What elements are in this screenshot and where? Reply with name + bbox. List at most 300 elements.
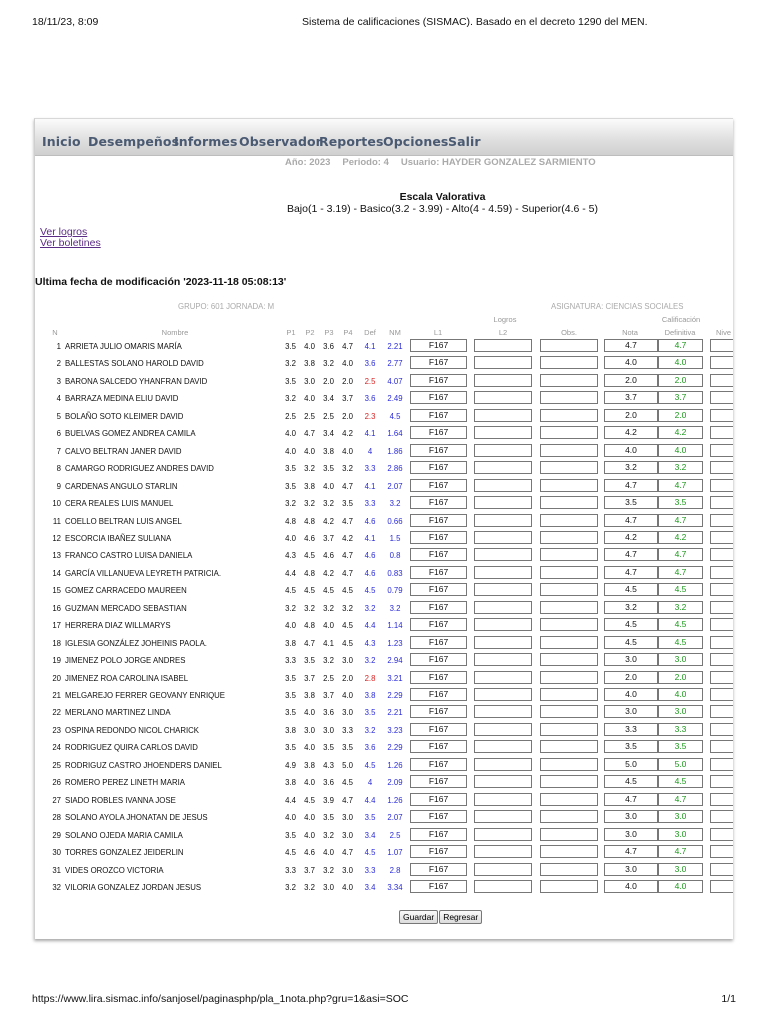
form-buttons xyxy=(399,907,483,925)
menu-item-opciones[interactable]: Opciones xyxy=(383,134,449,149)
period-3-grade: 3.2 xyxy=(323,359,334,369)
period-2-grade: 3.8 xyxy=(304,691,315,700)
period-1-grade: 3.8 xyxy=(285,778,296,788)
header-l2: L2 xyxy=(498,328,508,337)
l2-input[interactable] xyxy=(474,496,532,509)
obs-input[interactable] xyxy=(540,531,598,544)
nivel-input[interactable] xyxy=(710,566,733,579)
def-grade: 3.8 xyxy=(364,691,376,700)
period-2-grade: 4.0 xyxy=(304,778,315,788)
subject-info: ASIGNATURA: CIENCIAS SOCIALES xyxy=(551,302,684,311)
period-3-grade: 3.2 xyxy=(323,603,334,613)
nivel-input[interactable] xyxy=(710,426,733,439)
period-2-grade: 3.2 xyxy=(304,499,315,509)
nota-input[interactable]: 3.0 xyxy=(604,863,658,876)
nota-input[interactable]: 4.7 xyxy=(604,793,658,806)
nm-value: 1.14 xyxy=(387,621,403,631)
nivel-input[interactable] xyxy=(710,618,733,631)
final-grade-field: 4.7 xyxy=(658,479,703,492)
nm-value: 0.79 xyxy=(387,586,403,596)
final-grade-field: 2.0 xyxy=(658,374,703,387)
nota-input[interactable]: 4.7 xyxy=(604,514,658,527)
def-grade: 4.6 xyxy=(364,568,376,578)
student-name: ROMERO PEREZ LINETH MARIA xyxy=(65,778,185,788)
ver-boletines-link[interactable]: Ver boletines xyxy=(40,237,101,249)
nivel-input[interactable] xyxy=(710,653,733,666)
obs-input[interactable] xyxy=(540,548,598,561)
period-1-grade: 3.2 xyxy=(285,499,296,509)
student-name: RODRIGUEZ QUIRA CARLOS DAVID xyxy=(65,743,198,753)
l2-input[interactable] xyxy=(474,426,532,439)
nivel-input[interactable] xyxy=(710,688,733,701)
row-number: 19 xyxy=(52,656,61,666)
l1-input[interactable]: F167 xyxy=(410,758,467,771)
nota-input[interactable]: 3.2 xyxy=(604,601,658,614)
table-row xyxy=(35,704,733,721)
period-3-grade: 4.5 xyxy=(323,586,334,596)
nota-input[interactable]: 2.0 xyxy=(604,374,658,387)
l2-input[interactable] xyxy=(474,671,532,684)
nivel-input[interactable] xyxy=(710,461,733,474)
l2-input[interactable] xyxy=(474,775,532,788)
period-4-grade: 4.2 xyxy=(342,533,353,543)
nm-value: 1.26 xyxy=(387,795,403,805)
obs-input[interactable] xyxy=(540,409,598,422)
header-p1: P1 xyxy=(286,328,296,337)
period-1-grade: 4.8 xyxy=(285,516,296,526)
nivel-input[interactable] xyxy=(710,409,733,422)
period-4-grade: 4.5 xyxy=(342,621,353,631)
l1-input[interactable]: F167 xyxy=(410,356,467,369)
l2-input[interactable] xyxy=(474,845,532,858)
nota-input[interactable]: 2.0 xyxy=(604,671,658,684)
nm-value: 3.34 xyxy=(387,882,403,892)
student-name: SOLANO OJEDA MARIA CAMILA xyxy=(65,830,183,840)
nivel-input[interactable] xyxy=(710,479,733,492)
def-grade: 4.5 xyxy=(364,848,376,858)
period-4-grade: 5.0 xyxy=(342,760,353,770)
l1-input[interactable]: F167 xyxy=(410,880,467,893)
obs-input[interactable] xyxy=(540,601,598,614)
student-name: GARCÍA VILLANUEVA LEYRETH PATRICIA. xyxy=(65,568,221,578)
def-grade: 4 xyxy=(367,778,373,788)
l1-input[interactable]: F167 xyxy=(410,601,467,614)
obs-input[interactable] xyxy=(540,496,598,509)
l1-input[interactable]: F167 xyxy=(410,461,467,474)
l2-input[interactable] xyxy=(474,374,532,387)
nota-input[interactable]: 4.5 xyxy=(604,618,658,631)
period-1-grade: 3.5 xyxy=(285,691,296,700)
l1-input[interactable]: F167 xyxy=(410,705,467,718)
table-row xyxy=(35,565,733,582)
nota-input[interactable]: 4.0 xyxy=(604,880,658,893)
l2-input[interactable] xyxy=(474,548,532,561)
l1-input[interactable]: F167 xyxy=(410,793,467,806)
nivel-input[interactable] xyxy=(710,444,733,457)
period-2-grade: 4.0 xyxy=(304,394,315,404)
period-4-grade: 4.0 xyxy=(342,446,353,456)
period-2-grade: 4.0 xyxy=(304,446,315,456)
nota-input[interactable]: 4.5 xyxy=(604,775,658,788)
period-2-grade: 4.5 xyxy=(304,795,315,805)
l1-input[interactable]: F167 xyxy=(410,723,467,736)
l2-input[interactable] xyxy=(474,793,532,806)
final-grade-field: 3.2 xyxy=(658,601,703,614)
save-button[interactable]: Guardar xyxy=(399,910,438,924)
table-row xyxy=(35,617,733,634)
nivel-input[interactable] xyxy=(710,828,733,841)
l2-input[interactable] xyxy=(474,391,532,404)
def-grade: 4.4 xyxy=(364,795,376,805)
nm-value: 1.5 xyxy=(389,533,401,543)
l1-input[interactable]: F167 xyxy=(410,479,467,492)
obs-input[interactable] xyxy=(540,479,598,492)
row-number: 14 xyxy=(52,568,61,578)
l2-input[interactable] xyxy=(474,461,532,474)
nota-input[interactable]: 4.7 xyxy=(604,339,658,352)
menu-item-informes[interactable]: Informes xyxy=(174,134,238,149)
period-1-grade: 3.5 xyxy=(285,481,296,491)
l1-input[interactable]: F167 xyxy=(410,740,467,753)
obs-input[interactable] xyxy=(540,688,598,701)
nota-input[interactable]: 4.2 xyxy=(604,531,658,544)
period-2-grade: 4.7 xyxy=(304,429,315,439)
scale-title: Escala Valorativa xyxy=(399,191,486,203)
back-button[interactable]: Regresar xyxy=(439,910,482,924)
nm-value: 0.8 xyxy=(389,551,401,561)
table-row xyxy=(35,827,733,844)
row-number: 11 xyxy=(52,516,61,526)
period-2-grade: 2.5 xyxy=(304,411,315,421)
table-row xyxy=(35,862,733,879)
obs-input[interactable] xyxy=(540,705,598,718)
last-modified: Ultima fecha de modificación '2023-11-18 05:08:13' xyxy=(35,276,287,288)
l1-input[interactable]: F167 xyxy=(410,863,467,876)
l1-input[interactable]: F167 xyxy=(410,828,467,841)
header-calificacion: Calificación xyxy=(661,315,701,324)
period-4-grade: 4.5 xyxy=(342,778,353,788)
table-row xyxy=(35,408,733,425)
table-row xyxy=(35,513,733,530)
nota-input[interactable]: 4.0 xyxy=(604,444,658,457)
obs-input[interactable] xyxy=(540,828,598,841)
period-1-grade: 3.2 xyxy=(285,394,296,404)
period-4-grade: 3.5 xyxy=(342,499,353,509)
l2-input[interactable] xyxy=(474,723,532,736)
l2-input[interactable] xyxy=(474,339,532,352)
nm-value: 0.83 xyxy=(387,568,403,578)
nivel-input[interactable] xyxy=(710,845,733,858)
def-grade: 3.2 xyxy=(364,656,376,666)
nivel-input[interactable] xyxy=(710,339,733,352)
nota-input[interactable]: 3.5 xyxy=(604,740,658,753)
nota-input[interactable]: 4.5 xyxy=(604,636,658,649)
nota-input[interactable]: 4.7 xyxy=(604,845,658,858)
menu-item-reportes[interactable]: Reportes xyxy=(319,134,384,149)
nota-input[interactable]: 4.7 xyxy=(604,566,658,579)
nivel-input[interactable] xyxy=(710,671,733,684)
l2-input[interactable] xyxy=(474,514,532,527)
period-2-grade: 3.5 xyxy=(304,656,315,666)
def-grade: 4.5 xyxy=(364,586,376,596)
period-4-grade: 3.5 xyxy=(342,743,353,753)
nivel-input[interactable] xyxy=(710,356,733,369)
l1-input[interactable]: F167 xyxy=(410,671,467,684)
l1-input[interactable]: F167 xyxy=(410,374,467,387)
menu-item-observador[interactable]: Observador xyxy=(239,134,322,149)
student-name: MERLANO MARTINEZ LINDA xyxy=(65,708,171,718)
obs-input[interactable] xyxy=(540,845,598,858)
l2-input[interactable] xyxy=(474,705,532,718)
table-row xyxy=(35,792,733,809)
l2-input[interactable] xyxy=(474,688,532,701)
nivel-input[interactable] xyxy=(710,880,733,893)
row-number: 21 xyxy=(52,691,61,700)
l2-input[interactable] xyxy=(474,880,532,893)
nota-input[interactable]: 4.7 xyxy=(604,548,658,561)
nota-input[interactable]: 3.3 xyxy=(604,723,658,736)
l2-input[interactable] xyxy=(474,758,532,771)
period-1-grade: 4.0 xyxy=(285,621,296,631)
period-1-grade: 3.5 xyxy=(285,673,296,683)
l2-input[interactable] xyxy=(474,601,532,614)
nota-input[interactable]: 4.0 xyxy=(604,688,658,701)
period-2-grade: 4.0 xyxy=(304,813,315,823)
l1-input[interactable]: F167 xyxy=(410,548,467,561)
nota-input[interactable]: 3.0 xyxy=(604,653,658,666)
nota-input[interactable]: 5.0 xyxy=(604,758,658,771)
nota-input[interactable]: 3.2 xyxy=(604,461,658,474)
l1-input[interactable]: F167 xyxy=(410,583,467,596)
final-grade-field: 2.0 xyxy=(658,671,703,684)
nm-value: 1.64 xyxy=(387,429,403,439)
nivel-input[interactable] xyxy=(710,514,733,527)
nivel-input[interactable] xyxy=(710,740,733,753)
l2-input[interactable] xyxy=(474,444,532,457)
l2-input[interactable] xyxy=(474,740,532,753)
l1-input[interactable]: F167 xyxy=(410,444,467,457)
print-title: Sistema de calificaciones (SISMAC). Basado en el decreto 1290 del MEN. xyxy=(302,16,648,28)
obs-input[interactable] xyxy=(540,740,598,753)
menu-item-inicio[interactable]: Inicio xyxy=(42,134,81,149)
period-4-grade: 3.0 xyxy=(342,708,353,718)
period-4-grade: 4.7 xyxy=(342,516,353,526)
nm-value: 2.21 xyxy=(387,342,403,351)
nm-value: 1.07 xyxy=(387,848,403,858)
l1-input[interactable]: F167 xyxy=(410,531,467,544)
l1-input[interactable]: F167 xyxy=(410,409,467,422)
nota-input[interactable]: 2.0 xyxy=(604,409,658,422)
l1-input[interactable]: F167 xyxy=(410,426,467,439)
header-p4: P4 xyxy=(343,328,353,337)
l2-input[interactable] xyxy=(474,531,532,544)
nivel-input[interactable] xyxy=(710,810,733,823)
def-grade: 4.6 xyxy=(364,551,376,561)
nm-value: 2.49 xyxy=(387,394,403,404)
header-p3: P3 xyxy=(324,328,334,337)
period-1-grade: 3.2 xyxy=(285,603,296,613)
obs-input[interactable] xyxy=(540,339,598,352)
obs-input[interactable] xyxy=(540,880,598,893)
obs-input[interactable] xyxy=(540,514,598,527)
period-1-grade: 3.8 xyxy=(285,725,296,735)
table-row xyxy=(35,739,733,756)
obs-input[interactable] xyxy=(540,775,598,788)
period-2-grade: 4.0 xyxy=(304,708,315,718)
obs-input[interactable] xyxy=(540,863,598,876)
period-4-grade: 3.0 xyxy=(342,656,353,666)
period-4-grade: 3.3 xyxy=(342,725,353,735)
obs-input[interactable] xyxy=(540,391,598,404)
period-3-grade: 3.0 xyxy=(323,725,334,735)
nota-input[interactable]: 3.0 xyxy=(604,810,658,823)
nivel-input[interactable] xyxy=(710,374,733,387)
period-4-grade: 4.2 xyxy=(342,429,353,439)
period-3-grade: 4.0 xyxy=(323,848,334,858)
period-3-grade: 4.6 xyxy=(323,551,334,561)
obs-input[interactable] xyxy=(540,356,598,369)
table-row xyxy=(35,425,733,442)
l2-input[interactable] xyxy=(474,863,532,876)
nm-value: 4.5 xyxy=(389,411,401,421)
final-grade-field: 4.7 xyxy=(658,514,703,527)
l1-input[interactable]: F167 xyxy=(410,566,467,579)
obs-input[interactable] xyxy=(540,444,598,457)
l2-input[interactable] xyxy=(474,356,532,369)
final-grade-field: 2.0 xyxy=(658,409,703,422)
nota-input[interactable]: 4.7 xyxy=(604,479,658,492)
nivel-input[interactable] xyxy=(710,531,733,544)
def-grade: 3.3 xyxy=(364,499,376,509)
nivel-input[interactable] xyxy=(710,548,733,561)
nivel-input[interactable] xyxy=(710,636,733,649)
header-nota: Nota xyxy=(622,328,638,337)
obs-input[interactable] xyxy=(540,810,598,823)
period-1-grade: 4.5 xyxy=(285,586,296,596)
obs-input[interactable] xyxy=(540,758,598,771)
table-row xyxy=(35,373,733,390)
obs-input[interactable] xyxy=(540,583,598,596)
row-number: 32 xyxy=(52,882,61,892)
nivel-input[interactable] xyxy=(710,583,733,596)
table-row xyxy=(35,635,733,652)
nivel-input[interactable] xyxy=(710,758,733,771)
nota-input[interactable]: 3.0 xyxy=(604,705,658,718)
def-grade: 4.3 xyxy=(364,638,376,648)
l2-input[interactable] xyxy=(474,828,532,841)
l1-input[interactable]: F167 xyxy=(410,391,467,404)
period-2-grade: 4.8 xyxy=(304,568,315,578)
l2-input[interactable] xyxy=(474,566,532,579)
nota-input[interactable]: 3.5 xyxy=(604,496,658,509)
nivel-input[interactable] xyxy=(710,775,733,788)
l1-input[interactable]: F167 xyxy=(410,653,467,666)
l2-input[interactable] xyxy=(474,583,532,596)
student-name: BUELVAS GOMEZ ANDREA CAMILA xyxy=(65,429,196,439)
row-number: 15 xyxy=(52,586,61,596)
student-name: COELLO BELTRAN LUIS ANGEL xyxy=(65,516,182,526)
obs-input[interactable] xyxy=(540,618,598,631)
final-grade-field: 3.7 xyxy=(658,391,703,404)
obs-input[interactable] xyxy=(540,671,598,684)
l2-input[interactable] xyxy=(474,636,532,649)
table-row xyxy=(35,879,733,896)
l1-input[interactable]: F167 xyxy=(410,810,467,823)
nivel-input[interactable] xyxy=(710,793,733,806)
nivel-input[interactable] xyxy=(710,723,733,736)
period-3-grade: 3.2 xyxy=(323,499,334,509)
obs-input[interactable] xyxy=(540,566,598,579)
final-grade-field: 4.7 xyxy=(658,845,703,858)
menu-item-desempenos[interactable]: Desempeños xyxy=(88,134,180,149)
period-4-grade: 3.0 xyxy=(342,813,353,823)
obs-input[interactable] xyxy=(540,426,598,439)
nivel-input[interactable] xyxy=(710,601,733,614)
obs-input[interactable] xyxy=(540,461,598,474)
l2-input[interactable] xyxy=(474,409,532,422)
nivel-input[interactable] xyxy=(710,863,733,876)
l1-input[interactable]: F167 xyxy=(410,514,467,527)
nivel-input[interactable] xyxy=(710,496,733,509)
l1-input[interactable]: F167 xyxy=(410,688,467,701)
l1-input[interactable]: F167 xyxy=(410,339,467,352)
final-grade-field: 4.0 xyxy=(658,356,703,369)
nivel-input[interactable] xyxy=(710,391,733,404)
l2-input[interactable] xyxy=(474,653,532,666)
obs-input[interactable] xyxy=(540,793,598,806)
nm-value: 3.21 xyxy=(387,673,403,683)
obs-input[interactable] xyxy=(540,723,598,736)
student-name: BARRAZA MEDINA ELIU DAVID xyxy=(65,394,179,404)
obs-input[interactable] xyxy=(540,374,598,387)
nivel-input[interactable] xyxy=(710,705,733,718)
nm-value: 2.77 xyxy=(387,359,403,369)
period-3-grade: 3.5 xyxy=(323,464,334,474)
nm-value: 0.66 xyxy=(387,516,403,526)
l1-input[interactable]: F167 xyxy=(410,618,467,631)
def-grade: 4.4 xyxy=(364,621,376,631)
l2-input[interactable] xyxy=(474,479,532,492)
student-name: CAMARGO RODRIGUEZ ANDRES DAVID xyxy=(65,464,214,474)
obs-input[interactable] xyxy=(540,636,598,649)
row-number: 29 xyxy=(52,830,61,840)
nota-input[interactable]: 4.5 xyxy=(604,583,658,596)
nota-input[interactable]: 4.0 xyxy=(604,356,658,369)
period-3-grade: 3.9 xyxy=(323,795,334,805)
l1-input[interactable]: F167 xyxy=(410,496,467,509)
period-4-grade: 4.5 xyxy=(342,638,353,648)
period-3-grade: 2.5 xyxy=(323,411,334,421)
l2-input[interactable] xyxy=(474,618,532,631)
row-number: 18 xyxy=(52,638,61,648)
def-grade: 4.1 xyxy=(364,533,376,543)
period-4-grade: 4.7 xyxy=(342,342,353,351)
def-grade: 4.1 xyxy=(364,342,376,351)
menu-item-salir[interactable]: Salir xyxy=(448,134,481,149)
final-grade-field: 3.0 xyxy=(658,863,703,876)
nota-input[interactable]: 3.7 xyxy=(604,391,658,404)
ver-logros-link[interactable]: Ver logros xyxy=(40,226,88,238)
scale-text: Bajo(1 - 3.19) - Basico(3.2 - 3.99) - Alto(4 - 4.59) - Superior(4.6 - 5) xyxy=(286,203,599,215)
obs-input[interactable] xyxy=(540,653,598,666)
l1-input[interactable]: F167 xyxy=(410,845,467,858)
l2-input[interactable] xyxy=(474,810,532,823)
period-1-grade: 4.9 xyxy=(285,760,296,770)
l1-input[interactable]: F167 xyxy=(410,636,467,649)
nota-input[interactable]: 4.2 xyxy=(604,426,658,439)
l1-input[interactable]: F167 xyxy=(410,775,467,788)
nota-input[interactable]: 3.0 xyxy=(604,828,658,841)
